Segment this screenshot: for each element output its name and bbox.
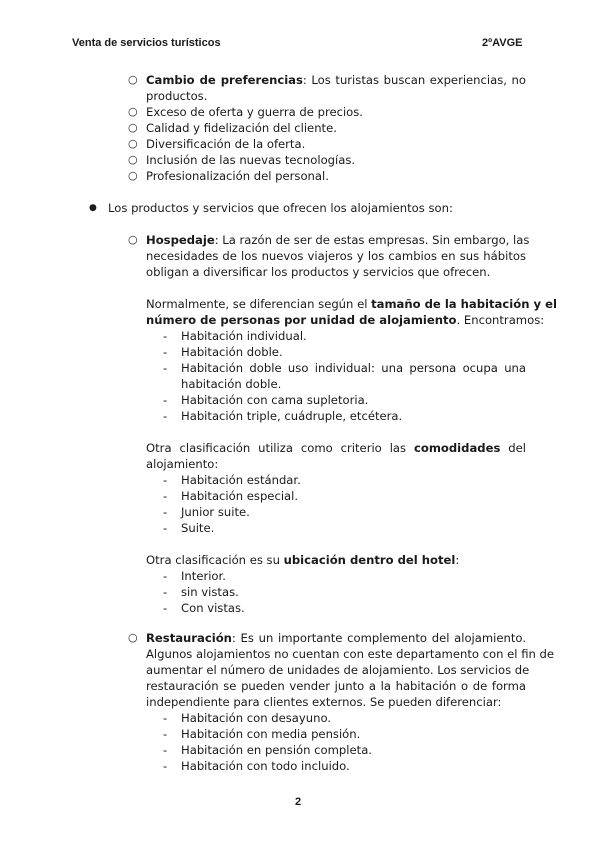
circle-bullet: ○ (128, 137, 138, 150)
paragraph-text: Otra clasificación utiliza como criterio las (146, 441, 414, 455)
list-item: Habitación doble. (181, 345, 283, 359)
circle-bullet: ○ (128, 233, 138, 246)
bold-text: número de personas por unidad de alojamiento (146, 313, 457, 327)
dash-bullet: - (163, 489, 168, 503)
paragraph-line (146, 630, 526, 646)
dash-bullet: - (163, 393, 168, 407)
paragraph-text: Otra clasificación es su (146, 553, 284, 567)
bold-text: ubicación dentro del hotel (283, 553, 456, 567)
paragraph-line: obligan a diversificar los productos y servicios que ofrecen. (146, 265, 491, 279)
circle-bullet: ○ (128, 105, 138, 118)
dash-bullet: - (163, 569, 168, 583)
paragraph-line: aumentar el número de unidades de alojamiento. Los servicios de (146, 663, 530, 677)
circle-bullet: ○ (128, 169, 138, 182)
paragraph-text: . Encontramos: (456, 313, 545, 327)
dash-bullet: - (163, 361, 168, 375)
list-item: Habitación con media pensión. (181, 727, 361, 741)
list-item: Suite. (181, 521, 215, 535)
page-number: 2 (295, 796, 302, 808)
list-item: Habitación estándar. (181, 473, 301, 487)
paragraph-line: independiente para clientes externos. Se pueden diferenciar: (146, 695, 502, 709)
item-text: : Los turistas buscan experiencias, no (302, 73, 526, 87)
restauracion-title: Restauración (146, 631, 232, 645)
bold-text: tamaño de la habitación y el (371, 297, 557, 311)
paragraph-text: : La razón de ser de estas empresas. Sin embargo, las (214, 233, 530, 247)
circle-bullet: ○ (128, 73, 138, 86)
paragraph-text: Normalmente, se diferencian según el (146, 297, 372, 311)
header-course-code: 2ºAVGE (482, 37, 523, 49)
list-item: Habitación individual. (181, 329, 307, 343)
list-item: Habitación con desayuno. (181, 711, 332, 725)
dash-bullet: - (163, 759, 168, 773)
list-item: Interior. (181, 569, 226, 583)
list-item: Exceso de oferta y guerra de precios. (146, 105, 363, 119)
list-item (146, 72, 526, 88)
list-item: Diversificación de la oferta. (146, 137, 306, 151)
dash-bullet: - (163, 473, 168, 487)
dash-bullet: - (163, 743, 168, 757)
dash-bullet: - (163, 329, 168, 343)
bold-text: comodidades (414, 441, 501, 455)
dash-bullet: - (163, 345, 168, 359)
header-title: Venta de servicios turísticos (72, 37, 221, 49)
hospedaje-title: Hospedaje (146, 233, 215, 247)
paragraph-line (146, 232, 530, 248)
paragraph-line: Algunos alojamientos no cuentan con este departamento con el fin de (146, 647, 555, 661)
paragraph-text: del (500, 441, 526, 455)
circle-bullet: ○ (128, 631, 138, 644)
list-item: Habitación con cama supletoria. (181, 393, 369, 407)
paragraph-line (146, 296, 557, 312)
disc-bullet: ● (89, 203, 97, 213)
list-item: Habitación en pensión completa. (181, 743, 372, 757)
item-bold-label: Cambio de preferencias (146, 73, 303, 87)
list-item: Inclusión de las nuevas tecnologías. (146, 153, 356, 167)
dash-bullet: - (163, 727, 168, 741)
list-item-continuation: productos. (146, 89, 208, 103)
paragraph-line: restauración se pueden vender junto a la habitación o de forma (146, 679, 526, 693)
section-intro: Los productos y servicios que ofrecen los alojamientos son: (108, 201, 453, 215)
paragraph-text: : Es un importante complemento del alojamiento. (231, 631, 526, 645)
list-item: Habitación doble uso individual: una persona ocupa una (181, 361, 526, 375)
paragraph-text: : (455, 553, 460, 567)
list-item: Habitación con todo incluido. (181, 759, 350, 773)
paragraph-line (146, 440, 526, 456)
dash-bullet: - (163, 505, 168, 519)
dash-bullet: - (163, 585, 168, 599)
list-item: Habitación especial. (181, 489, 299, 503)
list-item: Habitación triple, cuádruple, etcétera. (181, 409, 403, 423)
paragraph-line (146, 312, 544, 328)
circle-bullet: ○ (128, 153, 138, 166)
list-item: Calidad y fidelización del cliente. (146, 121, 337, 135)
dash-bullet: - (163, 409, 168, 423)
list-item: Junior suite. (181, 505, 250, 519)
list-item: Profesionalización del personal. (146, 169, 329, 183)
list-item: Con vistas. (181, 601, 245, 615)
circle-bullet: ○ (128, 121, 138, 134)
paragraph-line: alojamiento: (146, 457, 219, 471)
dash-bullet: - (163, 521, 168, 535)
dash-bullet: - (163, 601, 168, 615)
paragraph-line: necesidades de los nuevos viajeros y los cambios en sus hábitos (146, 249, 526, 263)
dash-bullet: - (163, 711, 168, 725)
paragraph-line (146, 552, 459, 568)
list-item: sin vistas. (181, 585, 239, 599)
list-item-continuation: habitación doble. (181, 377, 282, 391)
